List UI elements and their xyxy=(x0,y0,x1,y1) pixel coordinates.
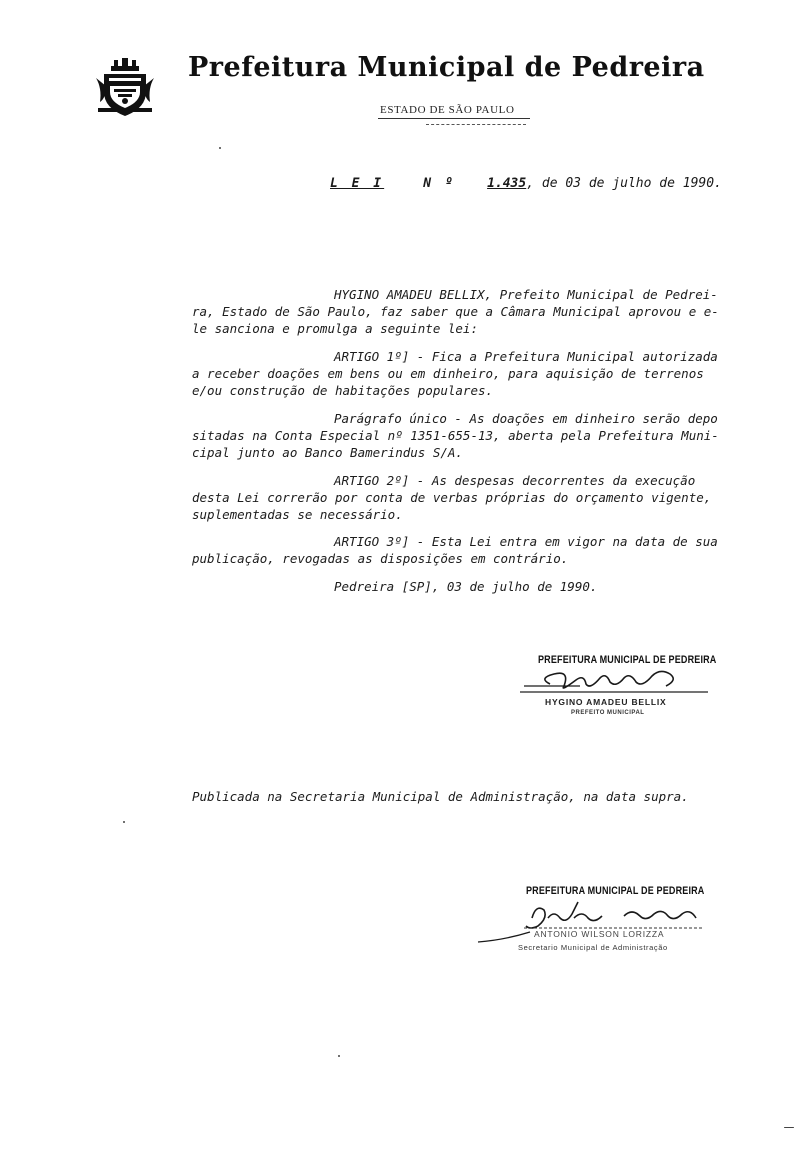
body-line: a receber doações em bens ou em dinheiro, para aquisição de terrenos xyxy=(192,366,704,381)
body-line: Pedreira [SP], 03 de julho de 1990. xyxy=(334,579,598,594)
law-number-label: N º xyxy=(423,176,456,191)
scan-speck xyxy=(338,1055,340,1057)
body-line: sitadas na Conta Especial nº 1351-655-13, aberta pela Prefeitura Muni- xyxy=(192,428,719,443)
body-line: ARTIGO 2º] - As despesas decorrentes da execução xyxy=(334,473,696,488)
body-line: HYGINO AMADEU BELLIX, Prefeito Municipal de Pedrei- xyxy=(334,287,718,302)
scan-speck xyxy=(123,821,125,823)
signatory-name: ANTONIO WILSON LORIZZA xyxy=(534,929,665,939)
body-line: le sanciona e promulga a seguinte lei: xyxy=(192,321,478,336)
body-line: suplementadas se necessário. xyxy=(192,507,403,522)
scan-speck xyxy=(219,147,221,149)
body-line: ARTIGO 3º] - Esta Lei entra em vigor na data de sua xyxy=(334,534,718,549)
scan-speck xyxy=(784,1127,794,1128)
law-heading xyxy=(330,176,722,191)
signatory-name: HYGINO AMADEU BELLIX xyxy=(545,697,667,707)
body-line: ARTIGO 1º] - Fica a Prefeitura Municipal autorizada xyxy=(334,349,718,364)
municipal-crest-icon xyxy=(96,58,154,118)
signatory-role: PREFEITO MUNICIPAL xyxy=(571,710,645,716)
body-line: cipal junto ao Banco Bamerindus S/A. xyxy=(192,445,463,460)
body-line: desta Lei correrão por conta de verbas próprias do orçamento vigente, xyxy=(192,490,712,505)
handwritten-signature xyxy=(474,896,710,948)
handwritten-signature xyxy=(520,666,710,696)
body-line: ra, Estado de São Paulo, faz saber que a Câmara Municipal aprovou e e- xyxy=(192,304,719,319)
signatory-role: Secretario Municipal de Administração xyxy=(518,943,668,952)
publication-note: Publicada na Secretaria Municipal de Administração, na data supra. xyxy=(192,789,689,804)
signature-stamp: PREFEITURA MUNICIPAL DE PEDREIRA xyxy=(538,654,717,666)
signature-stamp: PREFEITURA MUNICIPAL DE PEDREIRA xyxy=(526,885,705,897)
state-subtitle: ESTADO DE SÃO PAULO xyxy=(380,104,515,116)
law-label: L E I xyxy=(330,176,385,191)
law-number: 1.435 xyxy=(487,176,527,191)
divider xyxy=(378,118,530,119)
page-title: Prefeitura Municipal de Pedreira xyxy=(188,52,705,83)
divider xyxy=(426,124,526,125)
body-line: publicação, revogadas as disposições em contrário. xyxy=(192,551,569,566)
law-date: , de 03 de julho de 1990. xyxy=(526,176,722,191)
body-line: e/ou construção de habitações populares. xyxy=(192,383,494,398)
body-line: Parágrafo único - As doações em dinheiro serão depo xyxy=(334,411,718,426)
